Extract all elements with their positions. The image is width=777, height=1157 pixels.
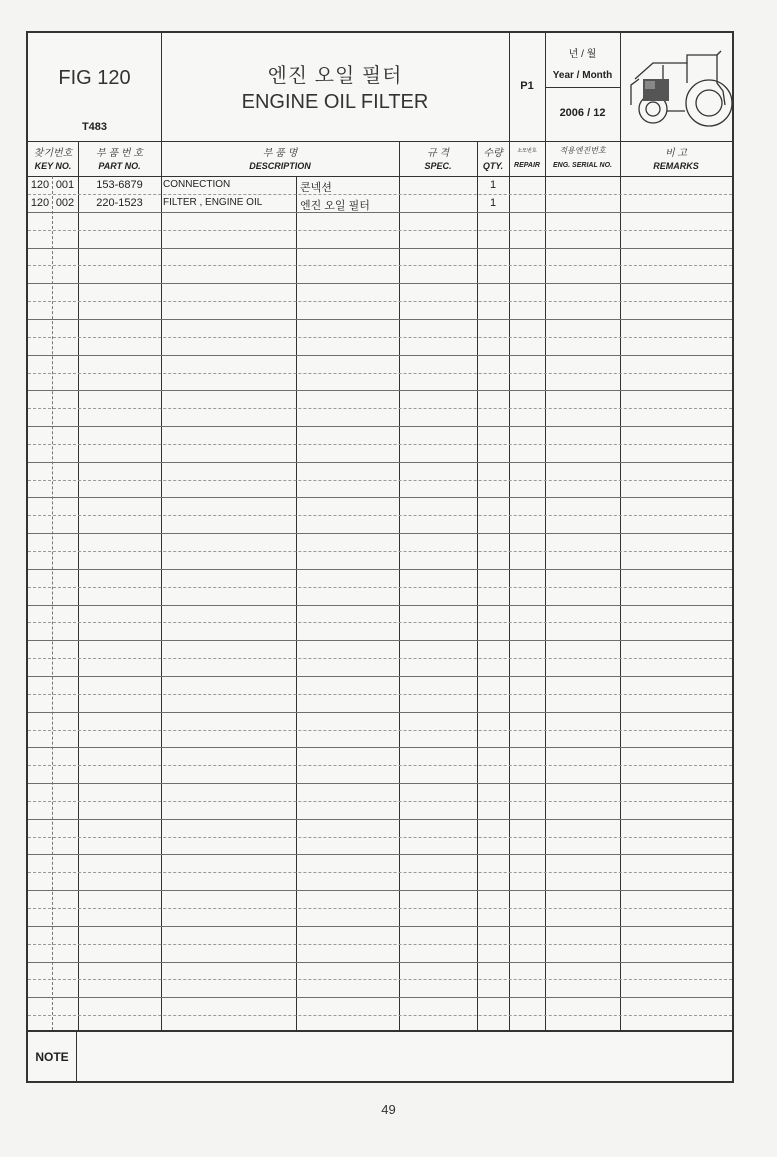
ruled-row-line bbox=[28, 783, 732, 784]
title-korean: 엔진 오일 필터 bbox=[267, 65, 403, 87]
page-code: P1 bbox=[520, 80, 534, 92]
row-key: 002 bbox=[55, 197, 75, 209]
ruled-row-line bbox=[28, 819, 732, 820]
date-label-english: Year / Month bbox=[552, 70, 613, 81]
col-key-kr: 찾기번호 bbox=[33, 148, 73, 159]
ruled-row-line bbox=[28, 979, 732, 980]
row-description-kr: 엔진 오일 필터 bbox=[300, 200, 370, 212]
ruled-row-line bbox=[28, 337, 732, 338]
ruled-row-line bbox=[28, 605, 732, 606]
col-desc-en: DESCRIPTION bbox=[249, 161, 311, 171]
header-divider bbox=[620, 33, 621, 141]
ruled-row-line bbox=[28, 390, 732, 391]
col-remarks-kr: 비 고 bbox=[664, 148, 688, 159]
row-description-en: CONNECTION bbox=[163, 179, 231, 190]
column-line bbox=[296, 176, 297, 1030]
ruled-row-line bbox=[28, 712, 732, 713]
ruled-row-line bbox=[28, 373, 732, 374]
ruled-row-line bbox=[28, 658, 732, 659]
ruled-row-line bbox=[28, 355, 732, 356]
ruled-row-line bbox=[28, 462, 732, 463]
ruled-row-line bbox=[28, 908, 732, 909]
ruled-row-line bbox=[28, 265, 732, 266]
column-line bbox=[161, 141, 162, 1030]
date-label-korean: 년 / 월 bbox=[568, 49, 597, 60]
key-sub-line bbox=[52, 176, 53, 1030]
ruled-row-line bbox=[28, 319, 732, 320]
tractor-illustration-icon bbox=[623, 43, 733, 135]
ruled-row-line bbox=[28, 872, 732, 873]
note-divider bbox=[76, 1030, 77, 1081]
col-desc-kr: 부 품 명 bbox=[262, 148, 298, 159]
col-part-en: PART NO. bbox=[98, 161, 141, 171]
ruled-row-line bbox=[28, 962, 732, 963]
ruled-row-line bbox=[28, 515, 732, 516]
col-spec-en: SPEC. bbox=[424, 161, 452, 171]
ruled-row-line bbox=[28, 587, 732, 588]
ruled-row-line bbox=[28, 640, 732, 641]
ruled-row-line bbox=[28, 230, 732, 231]
ruled-row-line bbox=[28, 480, 732, 481]
col-repair-en: REPAIR bbox=[514, 162, 540, 169]
col-serial-kr: 적용엔진번호 bbox=[559, 146, 606, 155]
ruled-row-line bbox=[28, 747, 732, 748]
note-label: NOTE bbox=[35, 1050, 69, 1064]
column-line bbox=[477, 141, 478, 1030]
row-qty: 1 bbox=[489, 197, 497, 209]
row-fig: 120 bbox=[30, 197, 50, 209]
row-part-number: 220-1523 bbox=[96, 197, 143, 209]
parts-sheet bbox=[26, 31, 734, 1083]
ruled-row-line bbox=[28, 283, 732, 284]
row-fig: 120 bbox=[30, 179, 50, 191]
ruled-row-line bbox=[28, 694, 732, 695]
column-line bbox=[78, 141, 79, 1030]
col-repair-kr: 소모번호 bbox=[517, 148, 537, 154]
model-code: T483 bbox=[81, 121, 108, 133]
ruled-row-line bbox=[28, 676, 732, 677]
ruled-row-line bbox=[28, 837, 732, 838]
column-line bbox=[509, 141, 510, 1030]
ruled-row-line bbox=[28, 801, 732, 802]
ruled-row-line bbox=[28, 444, 732, 445]
col-qty-en: QTY. bbox=[482, 161, 504, 171]
column-line bbox=[399, 141, 400, 1030]
col-remarks-en: REMARKS bbox=[653, 161, 699, 171]
ruled-row-line bbox=[28, 426, 732, 427]
column-line bbox=[620, 141, 621, 1030]
ruled-row-line bbox=[28, 890, 732, 891]
ruled-row-line bbox=[28, 533, 732, 534]
ruled-row-line bbox=[28, 926, 732, 927]
row-key: 001 bbox=[55, 179, 75, 191]
ruled-row-line bbox=[28, 622, 732, 623]
date-divider bbox=[545, 87, 620, 88]
ruled-row-line bbox=[28, 730, 732, 731]
figure-number: FIG 120 bbox=[58, 67, 131, 89]
column-line bbox=[545, 141, 546, 1030]
col-part-kr: 부 품 번 호 bbox=[96, 148, 143, 159]
col-serial-en: ENG. SERIAL NO. bbox=[553, 162, 612, 169]
ruled-row-line bbox=[28, 408, 732, 409]
ruled-row-line bbox=[28, 551, 732, 552]
ruled-row-line bbox=[28, 1015, 732, 1016]
note-top-line bbox=[28, 1030, 732, 1032]
date-value: 2006 / 12 bbox=[559, 107, 606, 119]
ruled-row-line bbox=[28, 248, 732, 249]
col-key-en: KEY NO. bbox=[34, 161, 72, 171]
ruled-row-line bbox=[28, 765, 732, 766]
table-row[interactable] bbox=[28, 195, 732, 213]
ruled-row-line bbox=[28, 854, 732, 855]
row-description-kr: 콘넥션 bbox=[300, 182, 332, 194]
ruled-row-line bbox=[28, 569, 732, 570]
ruled-row-line bbox=[28, 497, 732, 498]
ruled-row-line bbox=[28, 997, 732, 998]
ruled-row-line bbox=[28, 301, 732, 302]
col-qty-kr: 수량 bbox=[483, 148, 503, 159]
row-qty: 1 bbox=[489, 179, 497, 191]
table-row[interactable] bbox=[28, 177, 732, 195]
ruled-row-line bbox=[28, 944, 732, 945]
header-bottom-line bbox=[28, 141, 732, 142]
col-spec-kr: 규 격 bbox=[426, 148, 450, 159]
row-part-number: 153-6879 bbox=[96, 179, 143, 191]
title-english: ENGINE OIL FILTER bbox=[241, 91, 429, 113]
page-number: 49 bbox=[381, 1102, 396, 1117]
row-description-en: FILTER , ENGINE OIL bbox=[163, 197, 263, 208]
